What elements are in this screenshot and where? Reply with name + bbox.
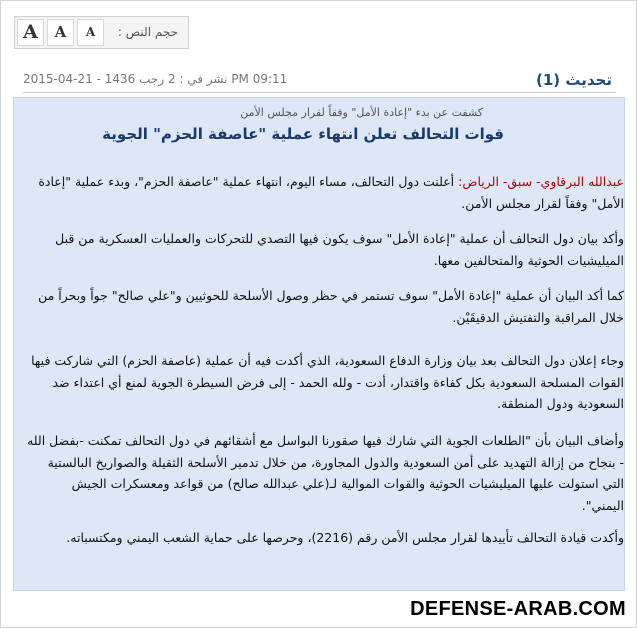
post-title: تحديث (1) xyxy=(536,71,612,89)
paragraph-text: أعلنت دول التحالف، مساء اليوم، انتهاء عملية "عاصفة الحزم"، وبدء عملية "إعادة الأمل" وفقاً لقرار مجلس الأمن. xyxy=(38,174,624,211)
font-size-toolbar xyxy=(14,16,189,49)
font-size-medium-button[interactable]: A xyxy=(47,19,74,46)
article-headline: قوات التحالف تعلن انتهاء عملية "عاصفة الحزم" الجوية xyxy=(102,125,504,143)
font-size-small-button[interactable]: A xyxy=(77,19,104,46)
divider xyxy=(23,92,616,93)
article-source: عبدالله البرقاوي- سبق- الرياض: xyxy=(458,174,624,189)
article-paragraph: وأكد بيان دول التحالف أن عملية "إعادة الأمل" سوف يكون فيها التصدي للتحركات والعمليات العسكرية من قبل الميليشيات الحوثية والمتحالفين معها. xyxy=(55,231,624,268)
post-date: نشر في : 2 رجب 1436 - 21-04-2015 PM 09:11 xyxy=(23,72,288,86)
article-paragraph: وجاء إعلان دول التحالف بعد بيان وزارة الدفاع السعودية، الذي أكدت فيه أن عملية (عاصفة الحزم) التي شاركت فيها القوات المسلحة السعودية بكل كفاءة واقتدار، أدت - ولله الحمد - إلى فرض السيطرة الجوية لمنع أي اعتداء ضد السعودية ودول المنطقة. xyxy=(31,353,624,411)
article-paragraph: وأضاف البيان بأن "الطلعات الجوية التي شارك فيها صقورنا البواسل مع أشقائهم في دول التحالف تمكنت -بفضل الله - بنجاح من إزالة التهديد على أمن السعودية والدول المجاورة، من خلال تدمير الأسلحة الثقيلة والصواريخ البالستية التي استولت عليها الميليشيات الحوثية والقوات الموالية لـ(علي عبدالله صالح) من قواعد ومعسكرات الجيش اليمني". xyxy=(27,433,624,513)
article-paragraph xyxy=(27,171,624,214)
article-paragraph: كما أكد البيان أن عملية "إعادة الأمل" سوف تستمر في حظر وصول الأسلحة للحوثيين و"علي صالح" جواً وبحراً من خلال المراقبة والتفتيش الدقيقَيْن. xyxy=(38,288,624,325)
watermark: DEFENSE-ARAB.COM xyxy=(410,598,626,620)
article-paragraph: وأكدت قيادة التحالف تأييدها لقرار مجلس الأمن رقم (2216)، وحرصها على حماية الشعب اليمني ومكتسباته. xyxy=(66,530,624,545)
font-size-large-button[interactable]: A xyxy=(17,19,44,46)
article-subtitle: كشفت عن بدء "إعادة الأمل" وفقاً لقرار مجلس الأمن xyxy=(240,106,483,119)
font-size-label: حجم النص : xyxy=(117,25,178,39)
